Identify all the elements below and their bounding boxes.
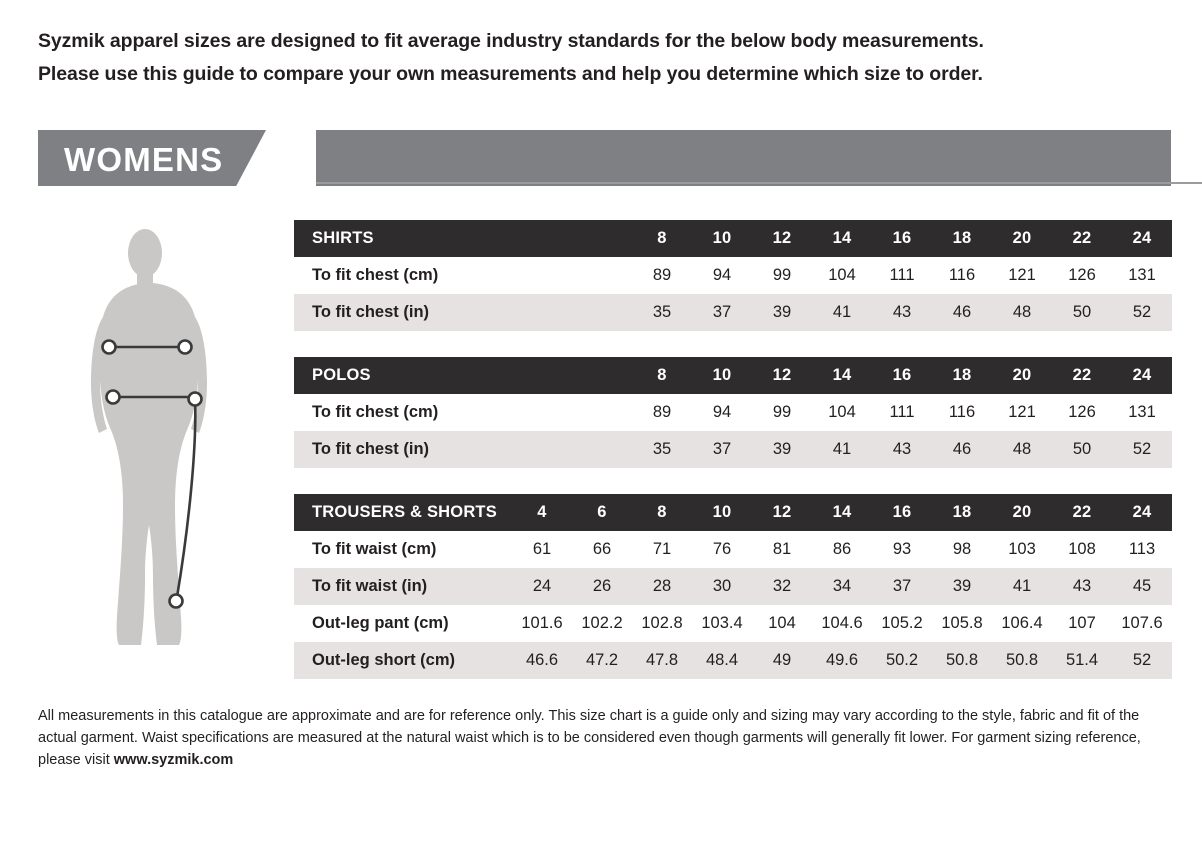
size-header: 14 (812, 494, 872, 531)
table-row (294, 642, 1172, 679)
cell-value: 107.6 (1112, 605, 1172, 642)
cell-blank (512, 431, 572, 468)
cell-value: 121 (992, 257, 1052, 294)
cell-value: 99 (752, 394, 812, 431)
size-table-polos (294, 357, 1172, 468)
cell-value: 46 (932, 294, 992, 331)
header-blank (512, 357, 572, 394)
size-header: 6 (572, 494, 632, 531)
cell-value: 43 (872, 294, 932, 331)
table-header-row (294, 494, 1172, 531)
cell-blank (512, 294, 572, 331)
cell-value: 41 (812, 431, 872, 468)
cell-value: 108 (1052, 531, 1112, 568)
cell-value: 81 (752, 531, 812, 568)
cell-value: 105.2 (872, 605, 932, 642)
cell-value: 86 (812, 531, 872, 568)
cell-value: 35 (632, 294, 692, 331)
cell-value: 66 (572, 531, 632, 568)
cell-value: 98 (932, 531, 992, 568)
cell-value: 111 (872, 257, 932, 294)
cell-value: 107 (1052, 605, 1112, 642)
size-header: 18 (932, 220, 992, 257)
banner-right-strip (316, 130, 1171, 186)
size-header: 20 (992, 220, 1052, 257)
cell-value: 131 (1112, 257, 1172, 294)
size-header: 12 (752, 357, 812, 394)
size-table-trousers-shorts (294, 494, 1172, 679)
cell-value: 111 (872, 394, 932, 431)
header-blank (572, 220, 632, 257)
cell-value: 104 (812, 394, 872, 431)
cell-value: 52 (1112, 642, 1172, 679)
size-header: 22 (1052, 494, 1112, 531)
cell-value: 94 (692, 257, 752, 294)
row-label: To fit waist (in) (294, 568, 512, 605)
cell-value: 30 (692, 568, 752, 605)
footer-disclaimer (38, 705, 1173, 771)
cell-value: 50 (1052, 294, 1112, 331)
cell-value: 52 (1112, 294, 1172, 331)
cell-blank (572, 394, 632, 431)
cell-value: 105.8 (932, 605, 992, 642)
cell-blank (572, 257, 632, 294)
disclaimer-text: All measurements in this catalogue are approximate and are for reference only. This size chart is a guide only and sizing may vary according to the style, fabric and fit of the actual garment. Waist specifications are measured at the natural waist which is to be considered even though garments will generally fit lower. For garment sizing reference, please visit (38, 708, 1141, 768)
cell-value: 101.6 (512, 605, 572, 642)
cell-blank (572, 431, 632, 468)
intro-text (38, 28, 1158, 94)
cell-value: 47.2 (572, 642, 632, 679)
cell-value: 103 (992, 531, 1052, 568)
cell-value: 104.6 (812, 605, 872, 642)
cell-value: 37 (692, 294, 752, 331)
size-header: 18 (932, 494, 992, 531)
size-header: 20 (992, 357, 1052, 394)
row-label: Out-leg short (cm) (294, 642, 512, 679)
cell-value: 46 (932, 431, 992, 468)
cell-value: 39 (752, 294, 812, 331)
cell-value: 43 (1052, 568, 1112, 605)
size-header: 22 (1052, 220, 1112, 257)
cell-value: 41 (812, 294, 872, 331)
table-title-trousers-shorts: TROUSERS & SHORTS (294, 494, 512, 531)
cell-value: 43 (872, 431, 932, 468)
cell-blank (512, 394, 572, 431)
size-header: 8 (632, 220, 692, 257)
cell-value: 28 (632, 568, 692, 605)
cell-value: 46.6 (512, 642, 572, 679)
table-title-polos: POLOS (294, 357, 512, 394)
table-block-shirts (294, 220, 1172, 331)
intro-line-2: Please use this guide to compare your own measurements and help you determine which size to order. (38, 63, 983, 85)
cell-value: 50.2 (872, 642, 932, 679)
cell-value: 48.4 (692, 642, 752, 679)
cell-value: 89 (632, 394, 692, 431)
cell-value: 131 (1112, 394, 1172, 431)
row-label: To fit chest (cm) (294, 394, 512, 431)
size-header: 10 (692, 220, 752, 257)
cell-value: 116 (932, 394, 992, 431)
cell-value: 104 (812, 257, 872, 294)
size-tables (294, 220, 1172, 705)
table-block-trousers-shorts (294, 494, 1172, 679)
cell-value: 103.4 (692, 605, 752, 642)
size-header: 18 (932, 357, 992, 394)
table-row (294, 257, 1172, 294)
cell-blank (512, 257, 572, 294)
female-body-silhouette-icon (85, 225, 275, 660)
cell-value: 89 (632, 257, 692, 294)
size-header: 24 (1112, 357, 1172, 394)
table-row (294, 294, 1172, 331)
size-header: 16 (872, 494, 932, 531)
cell-value: 99 (752, 257, 812, 294)
table-row (294, 431, 1172, 468)
cell-value: 52 (1112, 431, 1172, 468)
cell-value: 102.2 (572, 605, 632, 642)
size-header: 24 (1112, 494, 1172, 531)
cell-value: 47.8 (632, 642, 692, 679)
cell-value: 50.8 (932, 642, 992, 679)
row-label: To fit chest (in) (294, 431, 512, 468)
table-title-shirts: SHIRTS (294, 220, 512, 257)
cell-value: 48 (992, 294, 1052, 331)
website-link[interactable]: www.syzmik.com (113, 752, 234, 768)
table-row (294, 394, 1172, 431)
size-header: 16 (872, 220, 932, 257)
cell-value: 41 (992, 568, 1052, 605)
size-header: 16 (872, 357, 932, 394)
size-header: 10 (692, 357, 752, 394)
cell-value: 106.4 (992, 605, 1052, 642)
cell-blank (572, 294, 632, 331)
size-header: 24 (1112, 220, 1172, 257)
size-table-shirts (294, 220, 1172, 331)
row-label: To fit waist (cm) (294, 531, 512, 568)
size-header: 22 (1052, 357, 1112, 394)
table-header-row (294, 220, 1172, 257)
disclaimer-paragraph (38, 705, 1173, 771)
cell-value: 35 (632, 431, 692, 468)
cell-value: 39 (752, 431, 812, 468)
table-row (294, 605, 1172, 642)
cell-value: 51.4 (1052, 642, 1112, 679)
size-header: 8 (632, 494, 692, 531)
banner-title: WOMENS (64, 141, 224, 178)
cell-value: 50 (1052, 431, 1112, 468)
size-header: 14 (812, 220, 872, 257)
cell-value: 93 (872, 531, 932, 568)
cell-value: 34 (812, 568, 872, 605)
cell-value: 113 (1112, 531, 1172, 568)
row-label: To fit chest (in) (294, 294, 512, 331)
size-header: 4 (512, 494, 572, 531)
intro-line-1: Syzmik apparel sizes are designed to fit average industry standards for the below body measurements. (38, 30, 984, 52)
cell-value: 121 (992, 394, 1052, 431)
header-blank (572, 357, 632, 394)
cell-value: 126 (1052, 257, 1112, 294)
cell-value: 50.8 (992, 642, 1052, 679)
size-header: 12 (752, 220, 812, 257)
cell-value: 102.8 (632, 605, 692, 642)
cell-value: 48 (992, 431, 1052, 468)
cell-value: 45 (1112, 568, 1172, 605)
cell-value: 26 (572, 568, 632, 605)
cell-value: 49.6 (812, 642, 872, 679)
cell-value: 94 (692, 394, 752, 431)
size-header: 12 (752, 494, 812, 531)
cell-value: 32 (752, 568, 812, 605)
cell-value: 39 (932, 568, 992, 605)
cell-value: 76 (692, 531, 752, 568)
cell-value: 24 (512, 568, 572, 605)
table-row (294, 568, 1172, 605)
cell-value: 126 (1052, 394, 1112, 431)
cell-value: 49 (752, 642, 812, 679)
row-label: Out-leg pant (cm) (294, 605, 512, 642)
cell-value: 37 (872, 568, 932, 605)
table-block-polos (294, 357, 1172, 468)
row-label: To fit chest (cm) (294, 257, 512, 294)
cell-value: 104 (752, 605, 812, 642)
section-banner (38, 130, 1171, 186)
cell-value: 71 (632, 531, 692, 568)
header-blank (512, 220, 572, 257)
cell-value: 37 (692, 431, 752, 468)
banner-underline (316, 182, 1202, 184)
table-row (294, 531, 1172, 568)
size-header: 14 (812, 357, 872, 394)
size-header: 20 (992, 494, 1052, 531)
size-header: 10 (692, 494, 752, 531)
table-header-row (294, 357, 1172, 394)
cell-value: 61 (512, 531, 572, 568)
cell-value: 116 (932, 257, 992, 294)
size-header: 8 (632, 357, 692, 394)
